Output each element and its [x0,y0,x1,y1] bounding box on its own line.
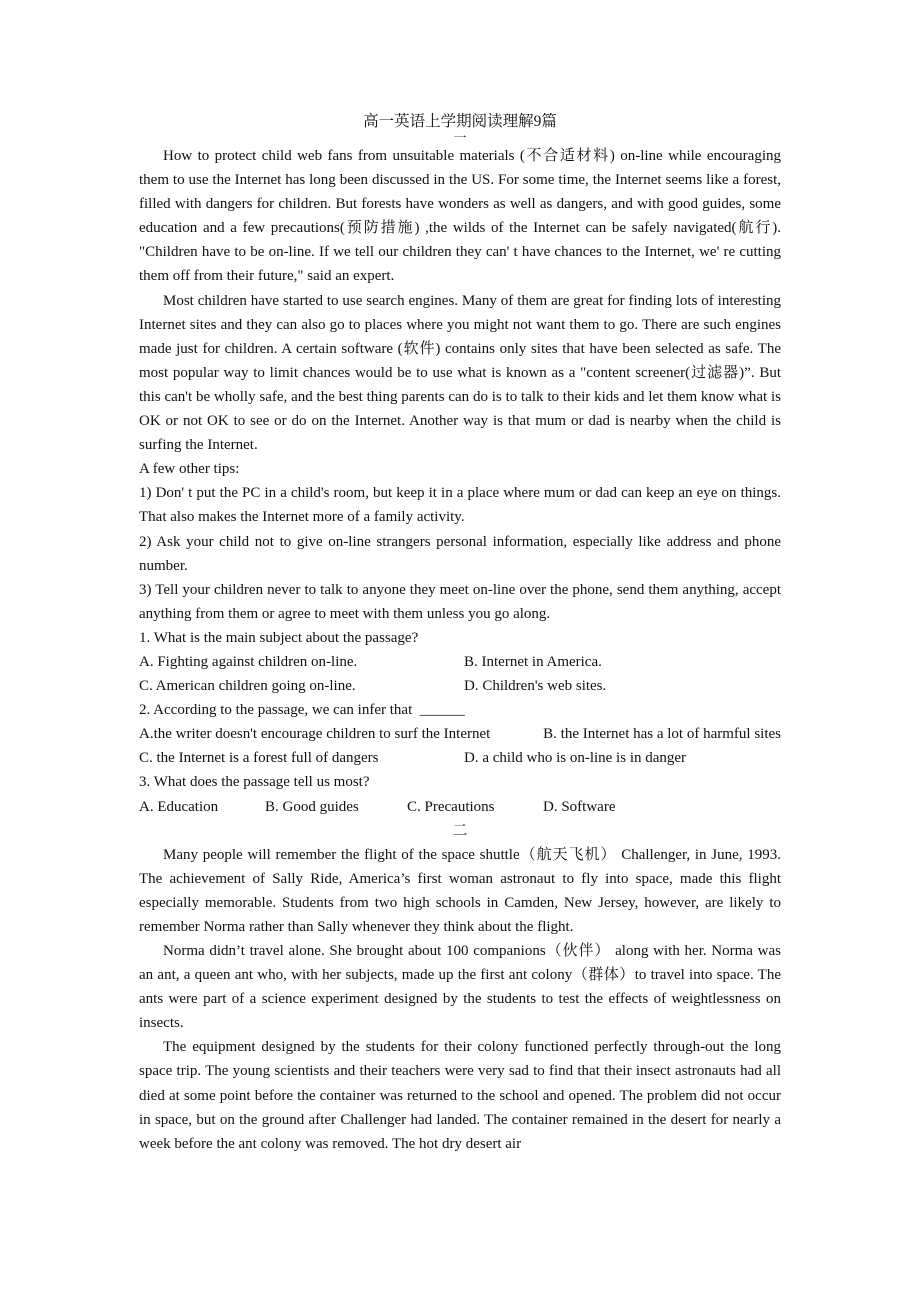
tip-1: 1) Don' t put the PC in a child's room, but keep it in a place where mum or dad can keep an eye on things. That also makes the Internet more of a family activity. [139,485,781,526]
question-3: 3. What does the passage tell us most? [139,774,370,791]
question-2-text: 2. According to the passage, we can infer that [139,702,413,719]
s1-paragraph-2: Most children have started to use search engines. Many of them are great for finding lots of interesting Internet sites and they can also go to places where you might not want them to go. There are such engines made just for children. A certain software (软件) contains only sites that have been selected as safe. The most popular way to limit chances would be to use what is known as a "content screener(过滤器)”. But this can't be wholly safe, and the best thing parents can do is to talk to their kids and let them know what is OK or not OK to see or do on the Internet. Another way is that mum or dad is nearby when the child is surfing the Internet. [139,292,781,454]
tip-2: 2) Ask your child not to give on-line strangers personal information, especially like address and phone number. [139,533,781,574]
document-page [139,112,781,1156]
s2-paragraph-3: The equipment designed by the students for their colony functioned perfectly through-out the long space trip. The young scientists and their teachers were very sad to find that their insect astronauts had all died at some point before the container was returned to the school and opened. The problem did not occur in space, but on the ground after Challenger had landed. The container remained in the desert for nearly a week before the ant colony was removed. The hot dry desert air [139,1039,781,1152]
document-title: 高一英语上学期阅读理解9篇 [363,113,557,130]
q2-options-row-1 [139,722,781,746]
q1-option-c: C. American children going on-line. [139,678,356,695]
s2-paragraph-1: Many people will remember the flight of the space shuttle（航天飞机） Challenger, in June, 1993. The achievement of Sally Ride, America’s first woman astronaut to fly into space, made this flight especially memorable. Students from two high schools in Camden, New Jersey, however, are likely to remember Norma rather than Sally whenever they think about the flight. [139,846,781,935]
question-1: 1. What is the main subject about the passage? [139,629,419,646]
s2-paragraph-2: Norma didn’t travel alone. She brought about 100 companions（伙伴） along with her. Norma was an ant, a queen ant who, with her subjects, made up the first ant colony（群体）to travel into space. The ants were part of a science experiment designed by the students to test the effects of weightlessness on insects. [139,943,781,1032]
question-2-blank: ______ [419,702,465,719]
q2-option-c: C. the Internet is a forest full of dangers [139,750,379,767]
section-marker-1: 一 [453,130,467,145]
q1-option-b: B. Internet in America. [464,653,602,670]
q2-option-d: D. a child who is on-line is in danger [464,750,687,767]
q3-option-c: C. Precautions [407,798,495,815]
tip-3: 3) Tell your children never to talk to anyone they meet on-line over the phone, send them anything, accept anything from them or agree to meet with them unless you go along. [139,581,781,622]
q2-option-b: B. the Internet has a lot of harmful sites [543,726,781,743]
q3-option-d: D. Software [543,798,616,815]
q1-options-row-1 [139,650,781,674]
s1-paragraph-1: How to protect child web fans from unsuitable materials (不合适材料) on-line while encouraging them to use the Internet has long been discussed in the US. For some time, the Internet seems like a forest, filled with dangers for children. But forests have wonders as well as dangers, and with good guides, some education and a few precautions(预防措施) ,the wilds of the Internet can be safely navigated(航行). "Children have to be on-line. If we tell our children they can' t have chances to the Internet, we' re cutting them off from their future," said an expert. [139,148,781,285]
q1-options-row-2 [139,674,781,698]
q2-option-a: A.the writer doesn't encourage children to surf the Internet [139,726,491,743]
q1-option-d: D. Children's web sites. [464,678,607,695]
q3-options-row [139,795,781,819]
tips-heading: A few other tips: [139,461,240,478]
question-2 [139,698,781,722]
section-marker-2: 二 [452,822,468,839]
q3-option-b: B. Good guides [265,798,359,815]
q1-option-a: A. Fighting against children on-line. [139,653,358,670]
q2-options-row-2 [139,746,781,770]
q3-option-a: A. Education [139,798,219,815]
